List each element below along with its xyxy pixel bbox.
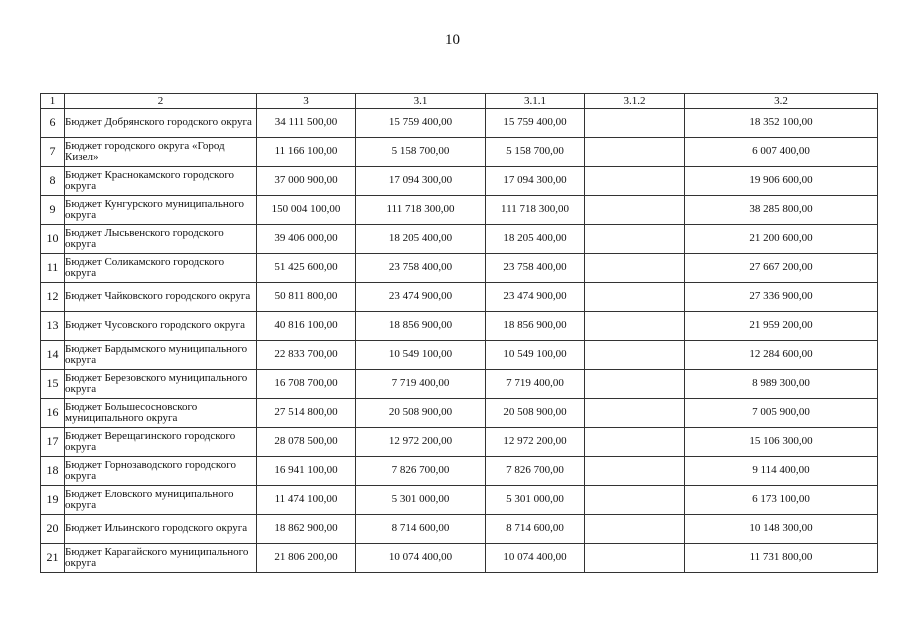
- amount-3-2: 12 284 600,00: [685, 341, 878, 370]
- table-row: [41, 138, 878, 167]
- table-row: [41, 341, 878, 370]
- amount-3-1-2: [585, 254, 685, 283]
- header-cell-2: 2: [65, 94, 257, 109]
- row-number: 15: [41, 370, 65, 399]
- budget-name: Бюджет Еловского муниципального округа: [65, 486, 257, 515]
- table-row: [41, 370, 878, 399]
- amount-3-2: 19 906 600,00: [685, 167, 878, 196]
- table-row: [41, 196, 878, 225]
- row-number: 10: [41, 225, 65, 254]
- row-number: 19: [41, 486, 65, 515]
- row-number: 11: [41, 254, 65, 283]
- total-amount: 16 941 100,00: [257, 457, 356, 486]
- amount-3-2: 8 989 300,00: [685, 370, 878, 399]
- total-amount: 11 166 100,00: [257, 138, 356, 167]
- budget-name: Бюджет Чайковского городского округа: [65, 283, 257, 312]
- budget-name: Бюджет Лысьвенского городского округа: [65, 225, 257, 254]
- row-number: 18: [41, 457, 65, 486]
- table-row: [41, 254, 878, 283]
- total-amount: 22 833 700,00: [257, 341, 356, 370]
- table-row: [41, 225, 878, 254]
- amount-3-1-2: [585, 283, 685, 312]
- total-amount: 50 811 800,00: [257, 283, 356, 312]
- amount-3-1: 18 856 900,00: [356, 312, 486, 341]
- budget-name: Бюджет Краснокамского городского округа: [65, 167, 257, 196]
- table-row: [41, 109, 878, 138]
- amount-3-1-1: 5 301 000,00: [486, 486, 585, 515]
- row-number: 21: [41, 544, 65, 573]
- amount-3-1-2: [585, 457, 685, 486]
- header-cell-3-1: 3.1: [356, 94, 486, 109]
- row-number: 7: [41, 138, 65, 167]
- budget-name: Бюджет Верещагинского городского округа: [65, 428, 257, 457]
- amount-3-1: 12 972 200,00: [356, 428, 486, 457]
- budget-name: Бюджет Кунгурского муниципального округа: [65, 196, 257, 225]
- amount-3-1-1: 17 094 300,00: [486, 167, 585, 196]
- total-amount: 11 474 100,00: [257, 486, 356, 515]
- amount-3-1-1: 18 856 900,00: [486, 312, 585, 341]
- amount-3-1-2: [585, 138, 685, 167]
- amount-3-2: 9 114 400,00: [685, 457, 878, 486]
- total-amount: 150 004 100,00: [257, 196, 356, 225]
- row-number: 20: [41, 515, 65, 544]
- table-row: [41, 283, 878, 312]
- header-row: [41, 94, 878, 109]
- budget-name: Бюджет Чусовского городского округа: [65, 312, 257, 341]
- amount-3-1-2: [585, 544, 685, 573]
- header-cell-1: 1: [41, 94, 65, 109]
- budget-table: [40, 93, 878, 573]
- total-amount: 21 806 200,00: [257, 544, 356, 573]
- row-number: 17: [41, 428, 65, 457]
- amount-3-1-2: [585, 515, 685, 544]
- amount-3-1: 20 508 900,00: [356, 399, 486, 428]
- budget-name: Бюджет Соликамского городского округа: [65, 254, 257, 283]
- amount-3-1-1: 5 158 700,00: [486, 138, 585, 167]
- budget-name: Бюджет Карагайского муниципального округа: [65, 544, 257, 573]
- amount-3-2: 7 005 900,00: [685, 399, 878, 428]
- amount-3-1-2: [585, 370, 685, 399]
- header-cell-3-1-1: 3.1.1: [486, 94, 585, 109]
- table-row: [41, 428, 878, 457]
- amount-3-1: 10 549 100,00: [356, 341, 486, 370]
- table-row: [41, 457, 878, 486]
- budget-name: Бюджет Бардымского муниципального округа: [65, 341, 257, 370]
- row-number: 14: [41, 341, 65, 370]
- amount-3-1-2: [585, 225, 685, 254]
- amount-3-2: 18 352 100,00: [685, 109, 878, 138]
- amount-3-1-1: 7 719 400,00: [486, 370, 585, 399]
- amount-3-1-1: 15 759 400,00: [486, 109, 585, 138]
- table-row: [41, 544, 878, 573]
- total-amount: 51 425 600,00: [257, 254, 356, 283]
- total-amount: 16 708 700,00: [257, 370, 356, 399]
- amount-3-2: 11 731 800,00: [685, 544, 878, 573]
- budget-name: Бюджет Березовского муниципального округа: [65, 370, 257, 399]
- amount-3-1: 23 474 900,00: [356, 283, 486, 312]
- table-row: [41, 312, 878, 341]
- total-amount: 34 111 500,00: [257, 109, 356, 138]
- amount-3-1-1: 111 718 300,00: [486, 196, 585, 225]
- amount-3-1-1: 20 508 900,00: [486, 399, 585, 428]
- header-cell-3-1-2: 3.1.2: [585, 94, 685, 109]
- amount-3-1-1: 10 549 100,00: [486, 341, 585, 370]
- table-row: [41, 167, 878, 196]
- row-number: 9: [41, 196, 65, 225]
- amount-3-1-2: [585, 486, 685, 515]
- budget-name: Бюджет Большесосновского муниципального округа: [65, 399, 257, 428]
- amount-3-1: 17 094 300,00: [356, 167, 486, 196]
- amount-3-1-1: 8 714 600,00: [486, 515, 585, 544]
- row-number: 16: [41, 399, 65, 428]
- amount-3-1-1: 23 474 900,00: [486, 283, 585, 312]
- amount-3-1: 15 759 400,00: [356, 109, 486, 138]
- amount-3-1: 7 719 400,00: [356, 370, 486, 399]
- table-row: [41, 486, 878, 515]
- amount-3-1: 111 718 300,00: [356, 196, 486, 225]
- amount-3-1: 8 714 600,00: [356, 515, 486, 544]
- amount-3-1: 5 301 000,00: [356, 486, 486, 515]
- header-cell-3-2: 3.2: [685, 94, 878, 109]
- header-cell-3: 3: [257, 94, 356, 109]
- total-amount: 27 514 800,00: [257, 399, 356, 428]
- amount-3-1: 18 205 400,00: [356, 225, 486, 254]
- amount-3-1-2: [585, 341, 685, 370]
- amount-3-2: 27 667 200,00: [685, 254, 878, 283]
- total-amount: 39 406 000,00: [257, 225, 356, 254]
- amount-3-2: 38 285 800,00: [685, 196, 878, 225]
- amount-3-2: 21 959 200,00: [685, 312, 878, 341]
- amount-3-2: 27 336 900,00: [685, 283, 878, 312]
- row-number: 12: [41, 283, 65, 312]
- table-row: [41, 515, 878, 544]
- amount-3-1-2: [585, 196, 685, 225]
- table-row: [41, 399, 878, 428]
- amount-3-1-2: [585, 109, 685, 138]
- amount-3-1-1: 18 205 400,00: [486, 225, 585, 254]
- amount-3-1-1: 7 826 700,00: [486, 457, 585, 486]
- page-number: 10: [445, 32, 460, 48]
- amount-3-1-2: [585, 312, 685, 341]
- total-amount: 28 078 500,00: [257, 428, 356, 457]
- amount-3-2: 10 148 300,00: [685, 515, 878, 544]
- amount-3-1-2: [585, 399, 685, 428]
- row-number: 13: [41, 312, 65, 341]
- amount-3-1: 5 158 700,00: [356, 138, 486, 167]
- amount-3-1-2: [585, 428, 685, 457]
- amount-3-2: 6 173 100,00: [685, 486, 878, 515]
- row-number: 6: [41, 109, 65, 138]
- amount-3-2: 21 200 600,00: [685, 225, 878, 254]
- total-amount: 18 862 900,00: [257, 515, 356, 544]
- total-amount: 37 000 900,00: [257, 167, 356, 196]
- budget-name: Бюджет Горнозаводского городского округа: [65, 457, 257, 486]
- budget-name: Бюджет Добрянского городского округа: [65, 109, 257, 138]
- amount-3-2: 6 007 400,00: [685, 138, 878, 167]
- amount-3-2: 15 106 300,00: [685, 428, 878, 457]
- amount-3-1: 7 826 700,00: [356, 457, 486, 486]
- amount-3-1-2: [585, 167, 685, 196]
- amount-3-1: 23 758 400,00: [356, 254, 486, 283]
- total-amount: 40 816 100,00: [257, 312, 356, 341]
- amount-3-1-1: 12 972 200,00: [486, 428, 585, 457]
- amount-3-1: 10 074 400,00: [356, 544, 486, 573]
- budget-name: Бюджет городского округа «Город Кизел»: [65, 138, 257, 167]
- table-body: [41, 109, 878, 573]
- amount-3-1-1: 23 758 400,00: [486, 254, 585, 283]
- amount-3-1-1: 10 074 400,00: [486, 544, 585, 573]
- budget-name: Бюджет Ильинского городского округа: [65, 515, 257, 544]
- row-number: 8: [41, 167, 65, 196]
